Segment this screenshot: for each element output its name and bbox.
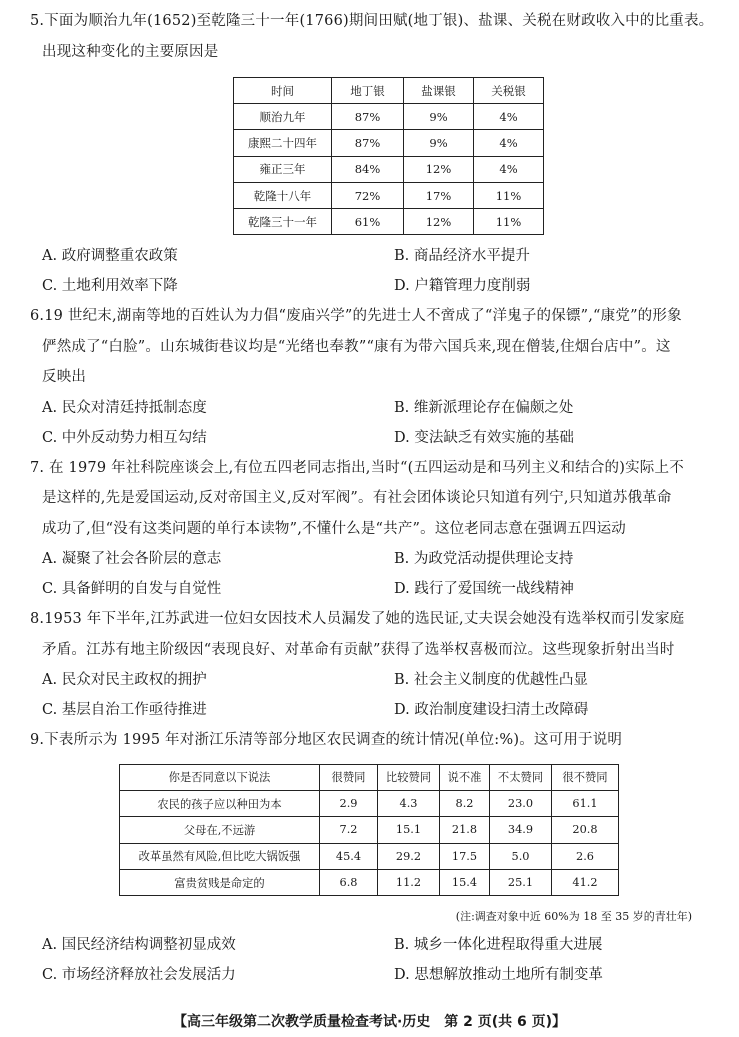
table-cell: 4% <box>474 104 544 130</box>
table-row <box>120 843 619 869</box>
table-cell: 5.0 <box>490 843 552 869</box>
page-footer: 【高三年级第二次教学质量检查考试·历史 第 2 页(共 6 页)】 <box>172 1014 567 1030</box>
question-6-options <box>42 393 705 453</box>
table-cell: 20.8 <box>552 817 619 843</box>
table-cell: 12% <box>404 156 474 182</box>
survey-note: (注:调查对象中近 60%为 18 至 35 岁的青壮年) <box>455 910 692 924</box>
option-d[interactable]: D. 践行了爱国统一战线精神 <box>394 581 574 598</box>
table-cell: 25.1 <box>490 869 552 895</box>
table-cell: 9% <box>404 104 474 130</box>
option-d[interactable]: D. 变法缺乏有效实施的基础 <box>394 429 574 446</box>
question-7-stem-line-2: 是这样的,先是爱国运动,反对帝国主义,反对军阀”。有社会团体谈论只知道有列宁,只知道苏俄革命 <box>42 490 672 507</box>
option-c[interactable]: C. 土地利用效率下降 <box>42 278 178 295</box>
table-cell: 29.2 <box>378 843 440 869</box>
table-cell: 乾隆三十一年 <box>234 209 332 235</box>
option-d[interactable]: D. 政治制度建设扫清土改障碍 <box>394 702 589 719</box>
question-6-stem-line-1: 6.19 世纪末,湖南等地的百姓认为力倡“废庙兴学”的先进士人不啻成了“洋鬼子的保镖”,“康党”的形象 <box>30 308 682 325</box>
question-7-stem-line-3: 成功了,但“没有这类问题的单行本读物”,不懂什么是“共产”。这位老同志意在强调五四运动 <box>42 520 626 537</box>
question-8 <box>30 604 705 725</box>
table-cell: 84% <box>332 156 404 182</box>
option-c[interactable]: C. 中外反动势力相互勾结 <box>42 429 207 446</box>
question-8-stem-line-2: 矛盾。江苏有地主阶级因“表现良好、对革命有贡献”获得了选举权喜极而泣。这些现象折射出当时 <box>42 641 675 658</box>
question-8-options <box>42 665 705 725</box>
table-header: 关税银 <box>474 78 544 104</box>
question-9-stem-line-1: 9.下表所示为 1995 年对浙江乐清等部分地区农民调查的统计情况(单位:%)。这可用于说明 <box>30 732 623 749</box>
table-cell: 父母在,不远游 <box>120 817 320 843</box>
table-row <box>234 156 544 182</box>
question-9 <box>30 725 705 990</box>
table-cell: 15.1 <box>378 817 440 843</box>
table-row <box>234 104 544 130</box>
table-cell: 4% <box>474 156 544 182</box>
option-b[interactable]: B. 为政党活动提供理论支持 <box>394 551 574 568</box>
table-cell: 87% <box>332 104 404 130</box>
table-cell: 2.9 <box>320 790 378 816</box>
table-cell: 8.2 <box>440 790 490 816</box>
table-row <box>234 130 544 156</box>
table-cell: 61% <box>332 209 404 235</box>
question-6 <box>30 301 705 453</box>
table-header: 你是否同意以下说法 <box>120 764 320 790</box>
table-header: 说不准 <box>440 764 490 790</box>
question-6-stem-line-2: 俨然成了“白脸”。山东城街巷议均是“光绪也奉教”“康有为带六国兵来,现在僧装,住烟台店中”。这 <box>42 338 671 355</box>
table-cell: 4.3 <box>378 790 440 816</box>
table-cell: 7.2 <box>320 817 378 843</box>
table-row <box>234 209 544 235</box>
table-cell: 17.5 <box>440 843 490 869</box>
table-cell: 11% <box>474 209 544 235</box>
option-a[interactable]: A. 凝聚了社会各阶层的意志 <box>42 551 222 568</box>
table-cell: 15.4 <box>440 869 490 895</box>
table-cell: 11.2 <box>378 869 440 895</box>
table-cell: 乾隆十八年 <box>234 182 332 208</box>
question-5-stem-line-2: 出现这种变化的主要原因是 <box>42 43 219 60</box>
table-cell: 11% <box>474 182 544 208</box>
table-row <box>120 869 619 895</box>
table-cell: 顺治九年 <box>234 104 332 130</box>
table-row <box>234 182 544 208</box>
table-cell: 4% <box>474 130 544 156</box>
question-7 <box>30 453 705 605</box>
option-c[interactable]: C. 基层自治工作亟待推进 <box>42 702 207 719</box>
table-cell: 康熙二十四年 <box>234 130 332 156</box>
table-cell: 21.8 <box>440 817 490 843</box>
option-d[interactable]: D. 户籍管理力度削弱 <box>394 278 531 295</box>
survey-table <box>119 764 619 896</box>
table-header: 盐课银 <box>404 78 474 104</box>
table-cell: 6.8 <box>320 869 378 895</box>
table-cell: 改革虽然有风险,但比吃大锅饭强 <box>120 843 320 869</box>
table-cell: 富贵贫贱是命定的 <box>120 869 320 895</box>
option-a[interactable]: A. 政府调整重农政策 <box>42 248 178 265</box>
option-b[interactable]: B. 社会主义制度的优越性凸显 <box>394 672 588 689</box>
table-cell: 61.1 <box>552 790 619 816</box>
option-a[interactable]: A. 民众对民主政权的拥护 <box>42 672 207 689</box>
table-cell: 9% <box>404 130 474 156</box>
table-cell: 72% <box>332 182 404 208</box>
question-5 <box>30 6 714 301</box>
question-7-stem-line-1: 7. 在 1979 年社科院座谈会上,有位五四老同志指出,当时“(五四运动是和马列主义和结合的)实际上不 <box>30 459 684 476</box>
table-cell: 45.4 <box>320 843 378 869</box>
table-header: 比较赞同 <box>378 764 440 790</box>
tax-ratio-table <box>233 77 544 235</box>
table-header: 不太赞同 <box>490 764 552 790</box>
table-cell: 农民的孩子应以种田为本 <box>120 790 320 816</box>
option-b[interactable]: B. 维新派理论存在偏颇之处 <box>394 399 574 416</box>
table-header: 很赞同 <box>320 764 378 790</box>
table-cell: 87% <box>332 130 404 156</box>
option-a[interactable]: A. 国民经济结构调整初显成效 <box>42 937 236 954</box>
question-9-options <box>42 930 705 990</box>
table-cell: 12% <box>404 209 474 235</box>
option-d[interactable]: D. 思想解放推动土地所有制变革 <box>394 967 603 984</box>
question-7-options <box>42 544 705 604</box>
question-6-stem-line-3: 反映出 <box>42 369 87 386</box>
table-cell: 雍正三年 <box>234 156 332 182</box>
table-row <box>120 817 619 843</box>
table-cell: 23.0 <box>490 790 552 816</box>
option-b[interactable]: B. 商品经济水平提升 <box>394 248 530 265</box>
option-c[interactable]: C. 市场经济释放社会发展活力 <box>42 967 236 984</box>
question-8-stem-line-1: 8.1953 年下半年,江苏武进一位妇女因技术人员漏发了她的选民证,丈夫误会她没有选举权而引发家庭 <box>30 611 685 628</box>
option-a[interactable]: A. 民众对清廷持抵制态度 <box>42 399 207 416</box>
table-cell: 17% <box>404 182 474 208</box>
table-header: 时间 <box>234 78 332 104</box>
table-row <box>120 790 619 816</box>
option-b[interactable]: B. 城乡一体化进程取得重大进展 <box>394 937 603 954</box>
question-5-stem-line-1: 5.下面为顺治九年(1652)至乾隆三十一年(1766)期间田赋(地丁银)、盐课、关税在财政收入中的比重表。 <box>30 13 714 29</box>
table-header: 地丁银 <box>332 78 404 104</box>
table-cell: 2.6 <box>552 843 619 869</box>
option-c[interactable]: C. 具备鲜明的自发与自觉性 <box>42 581 222 598</box>
question-5-options <box>42 241 705 301</box>
table-cell: 41.2 <box>552 869 619 895</box>
table-cell: 34.9 <box>490 817 552 843</box>
table-header: 很不赞同 <box>552 764 619 790</box>
